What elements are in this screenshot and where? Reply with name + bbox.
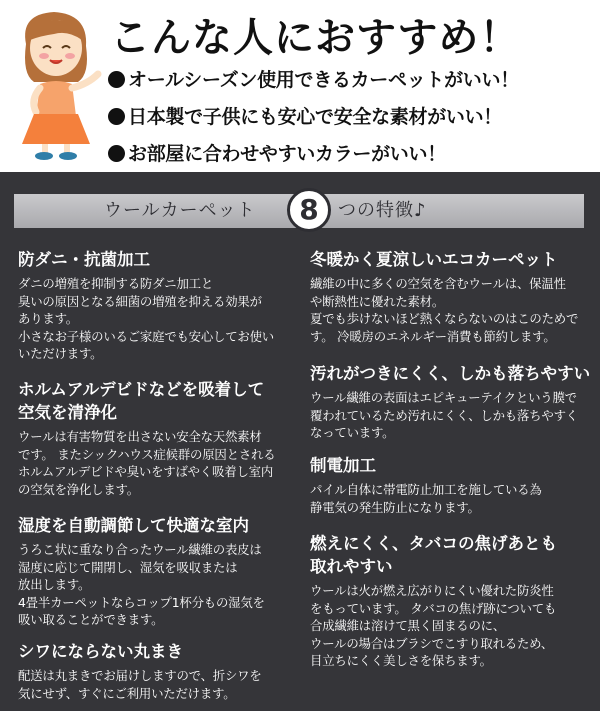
bullet-dot-icon xyxy=(108,145,125,162)
feature-body: うろこ状に重なり合ったウール繊維の表皮は 湿度に応じて開閉し、湿気を吸収または 放出します。 4畳半カーペットならコップ1杯分もの湿気を 吸い取ることができます。 xyxy=(18,542,265,627)
recommendation-item: お部屋に合わせやすいカラーがいい！ xyxy=(108,136,598,173)
feature-title: シワにならない丸まき xyxy=(18,642,183,661)
recommendation-header xyxy=(0,0,600,172)
feature-block xyxy=(18,378,308,498)
recommendation-item: オールシーズン使用できるカーペットがいい！ xyxy=(108,62,598,99)
recommendation-list xyxy=(108,62,598,173)
feature-block xyxy=(18,248,308,363)
feature-block xyxy=(310,454,600,516)
feature-body: 繊維の中に多くの空気を含むウールは、保温性 や断熱性に優れた素材。 夏でも歩けないほど熱くならないのはこのためで す。 冷暖房のエネルギー消費も節約します。 xyxy=(310,276,579,344)
recommendation-item: 日本製で子供にも安心で安全な素材がいい！ xyxy=(108,99,598,136)
feature-title: 湿度を自動調節して快適な室内 xyxy=(18,516,249,535)
bullet-dot-icon xyxy=(108,108,125,125)
feature-block xyxy=(18,640,308,702)
feature-body: ダニの増殖を抑制する防ダニ加工と 臭いの原因となる細菌の増殖を抑える効果が あります。 小さなお子様のいるご家庭でも安心してお使い いただけます。 xyxy=(18,276,275,361)
features-banner xyxy=(14,194,584,228)
feature-title: 汚れがつきにくく、しかも落ちやすい xyxy=(310,364,591,383)
feature-title: ホルムアルデビドなどを吸着して 空気を清浄化 xyxy=(18,380,265,422)
bullet-dot-icon xyxy=(108,71,125,88)
girl-illustration xyxy=(6,4,106,164)
feature-block xyxy=(310,532,600,670)
headline: こんな人におすすめ！ xyxy=(110,15,521,61)
feature-body: パイル自体に帯電防止加工を施している為 静電気の発生防止になります。 xyxy=(310,482,542,515)
feature-title: 制電加工 xyxy=(310,456,376,475)
feature-block xyxy=(18,514,308,629)
banner-left-text: ウールカーペット xyxy=(104,200,256,221)
feature-title: 燃えにくく、タバコの焦げあとも 取れやすい xyxy=(310,534,558,576)
feature-body: ウールは有害物質を出さない安全な天然素材 です。 またシックハウス症候群の原因とされる ホルムアルデビドや臭いをすばやく吸着し室内 の空気を浄化します。 xyxy=(18,429,276,497)
feature-block xyxy=(310,362,600,442)
feature-title: 冬暖かく夏涼しいエコカーペット xyxy=(310,250,558,269)
feature-block xyxy=(310,248,600,345)
feature-body: 配送は丸まきでお届けしますので、折シワを 気にせず、すぐにご利用いただけます。 xyxy=(18,668,262,701)
feature-title: 防ダニ・抗菌加工 xyxy=(18,250,150,269)
banner-number-badge: 8 xyxy=(287,188,331,232)
feature-body: ウールは火が燃え広がりにくい優れた防炎性 をもっています。 タバコの焦げ跡についても 合成繊維は溶けて黒く固まるのに、 ウールの場合はブラシでこすり取れるため、 目立ちにくく美しさを保ちます。 xyxy=(310,583,557,668)
feature-body: ウール繊維の表面はエピキューテイクという膜で 覆われているため汚れにくく、しかも落ちやすく なっています。 xyxy=(310,390,578,440)
banner-right-text: つの特徴♪ xyxy=(338,200,427,221)
features-section xyxy=(0,172,600,711)
